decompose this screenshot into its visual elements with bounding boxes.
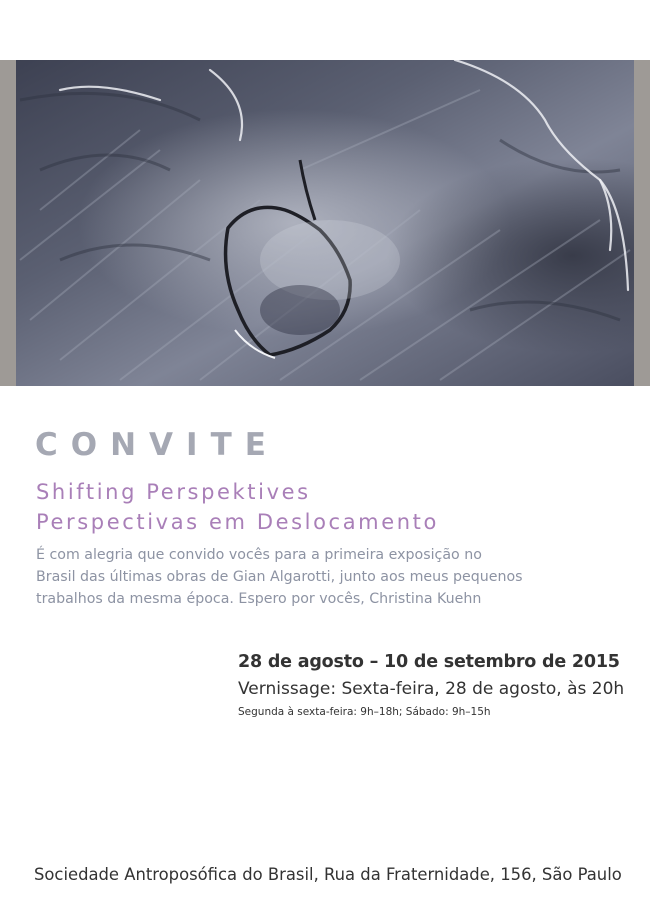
opening-hours: Segunda à sexta-feira: 9h–18h; Sábado: 9h–15h (238, 706, 491, 718)
artwork-image (0, 60, 650, 386)
intro-line: Brasil das últimas obras de Gian Algarotti, junto aos meus pequenos (36, 569, 523, 585)
intro-line: trabalhos da mesma época. Espero por vocês, Christina Kuehn (36, 591, 482, 607)
exhibition-title-en: Shifting Perspektives (36, 480, 311, 504)
intro-line: É com alegria que convido vocês para a primeira exposição no (36, 547, 482, 563)
invitation-title: CONVITE (35, 427, 279, 463)
exhibition-dates: 28 de agosto – 10 de setembro de 2015 (238, 652, 620, 672)
intro-paragraph (36, 544, 536, 610)
vernissage-info: Vernissage: Sexta-feira, 28 de agosto, às 20h (238, 679, 625, 699)
venue-address: Sociedade Antroposófica do Brasil, Rua da Fraternidade, 156, São Paulo (34, 865, 622, 884)
painting-icon (0, 60, 650, 386)
exhibition-title-pt: Perspectivas em Deslocamento (36, 510, 439, 534)
